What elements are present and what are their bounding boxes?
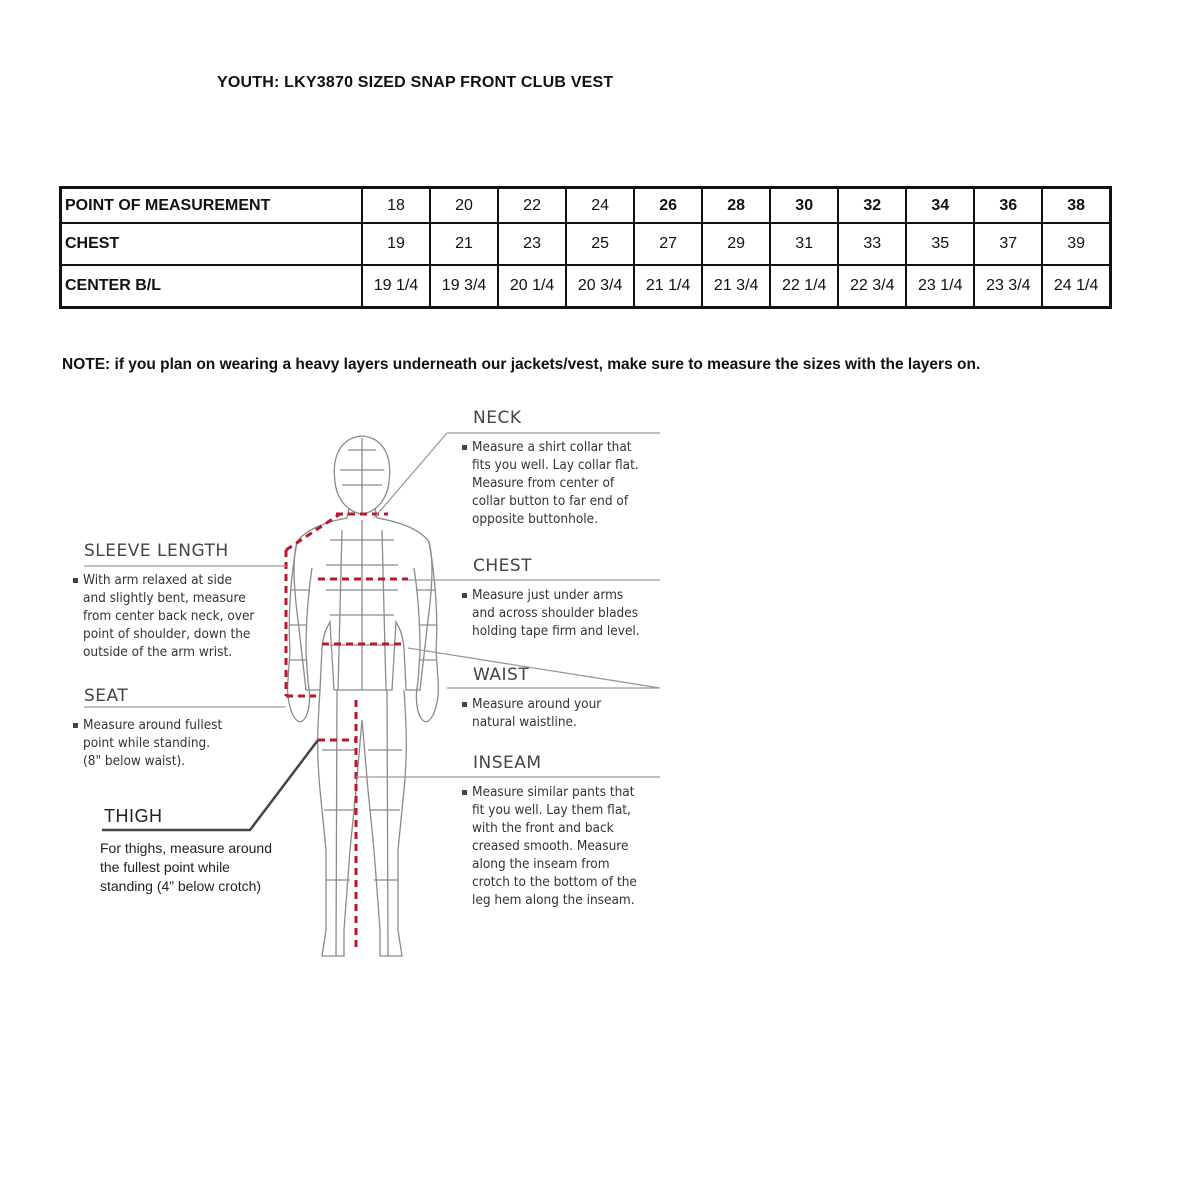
table-cell: 19 1/4	[362, 265, 430, 308]
waist-heading: WAIST	[473, 665, 530, 685]
inseam-line: leg hem along the inseam.	[472, 892, 635, 908]
neck-line: opposite buttonhole.	[472, 511, 598, 527]
table-cell: 37	[974, 223, 1042, 265]
bullet-icon	[462, 702, 467, 707]
sleeve-line: outside of the arm wrist.	[83, 644, 233, 660]
bullet-icon	[462, 445, 467, 450]
size-header: 36	[974, 188, 1042, 224]
table-cell: 27	[634, 223, 702, 265]
row-label: CHEST	[61, 223, 363, 265]
sleeve-dash	[286, 514, 340, 696]
inseam-heading: INSEAM	[473, 753, 542, 773]
size-header: 24	[566, 188, 634, 224]
waist-line: Measure around your	[462, 695, 601, 713]
table-row	[61, 223, 1111, 265]
chest-line: and across shoulder blades	[472, 605, 639, 621]
size-header: 32	[838, 188, 906, 224]
row-label: CENTER B/L	[61, 265, 363, 308]
neck-line: Measure from center of	[472, 475, 615, 491]
table-cell: 23 1/4	[906, 265, 974, 308]
table-cell: 20 1/4	[498, 265, 566, 308]
waist-line: natural waistline.	[472, 714, 577, 730]
seat-line: point while standing.	[83, 735, 211, 751]
bullet-icon	[462, 790, 467, 795]
table-cell: 22 1/4	[770, 265, 838, 308]
table-cell: 29	[702, 223, 770, 265]
page-title: YOUTH: LKY3870 SIZED SNAP FRONT CLUB VEST	[217, 74, 614, 91]
measurement-diagram	[0, 390, 1200, 990]
table-cell: 24 1/4	[1042, 265, 1110, 308]
sleeve-line: With arm relaxed at side	[73, 571, 254, 589]
thigh-heading: THIGH	[104, 806, 163, 826]
chest-heading: CHEST	[473, 556, 533, 576]
size-header: 18	[362, 188, 430, 224]
size-header: 28	[702, 188, 770, 224]
table-cell: 19	[362, 223, 430, 265]
table-cell: 21 1/4	[634, 265, 702, 308]
size-header: 22	[498, 188, 566, 224]
inseam-line: crotch to the bottom of the	[472, 874, 637, 890]
bullet-icon	[73, 723, 78, 728]
neck-line: fits you well. Lay collar flat.	[472, 457, 639, 473]
neck-description	[462, 438, 639, 528]
size-header: 20	[430, 188, 498, 224]
size-chart-table	[59, 186, 1112, 309]
inseam-description	[462, 783, 637, 909]
table-cell: 33	[838, 223, 906, 265]
neck-heading: NECK	[473, 408, 522, 428]
table-cell: 19 3/4	[430, 265, 498, 308]
thigh-line: standing (4” below crotch)	[100, 878, 262, 894]
size-header: 26	[634, 188, 702, 224]
table-cell: 20 3/4	[566, 265, 634, 308]
sleeve-line: and slightly bent, measure	[83, 590, 246, 606]
layering-note: NOTE: if you plan on wearing a heavy layers underneath our jackets/vest, make sure to measure the sizes with the layers on.	[62, 356, 981, 373]
sleeve-line: point of shoulder, down the	[83, 626, 251, 642]
table-cell: 21	[430, 223, 498, 265]
size-header: 38	[1042, 188, 1110, 224]
size-header: 34	[906, 188, 974, 224]
size-header: 30	[770, 188, 838, 224]
seat-description	[73, 716, 222, 770]
sleeve-line: from center back neck, over	[83, 608, 255, 624]
bullet-icon	[73, 578, 78, 583]
table-cell: 31	[770, 223, 838, 265]
header-label: POINT OF MEASUREMENT	[61, 188, 363, 224]
thigh-description	[100, 839, 272, 896]
seat-line: (8" below waist).	[83, 753, 186, 769]
neck-line: Measure a shirt collar that	[462, 438, 639, 456]
inseam-line: with the front and back	[472, 820, 614, 836]
table-cell: 22 3/4	[838, 265, 906, 308]
seat-heading: SEAT	[84, 686, 129, 706]
inseam-line: Measure similar pants that	[462, 783, 637, 801]
table-cell: 39	[1042, 223, 1110, 265]
table-cell: 25	[566, 223, 634, 265]
thigh-line: the fullest point while	[100, 859, 230, 875]
sleeve-length-description	[73, 571, 254, 661]
table-row	[61, 265, 1111, 308]
sleeve-length-heading: SLEEVE LENGTH	[84, 541, 229, 561]
table-cell: 35	[906, 223, 974, 265]
neck-line: collar button to far end of	[472, 493, 629, 509]
thigh-line: For thighs, measure around	[100, 840, 272, 856]
table-cell: 23	[498, 223, 566, 265]
bullet-icon	[462, 593, 467, 598]
inseam-line: along the inseam from	[472, 856, 610, 872]
chest-description	[462, 586, 640, 640]
table-header-row	[61, 188, 1111, 224]
table-cell: 23 3/4	[974, 265, 1042, 308]
inseam-line: fit you well. Lay them flat,	[472, 802, 631, 818]
chest-line: Measure just under arms	[462, 586, 640, 604]
chest-line: holding tape firm and level.	[472, 623, 640, 639]
table-cell: 21 3/4	[702, 265, 770, 308]
seat-line: Measure around fullest	[73, 716, 222, 734]
waist-description	[462, 695, 601, 731]
inseam-line: creased smooth. Measure	[472, 838, 629, 854]
